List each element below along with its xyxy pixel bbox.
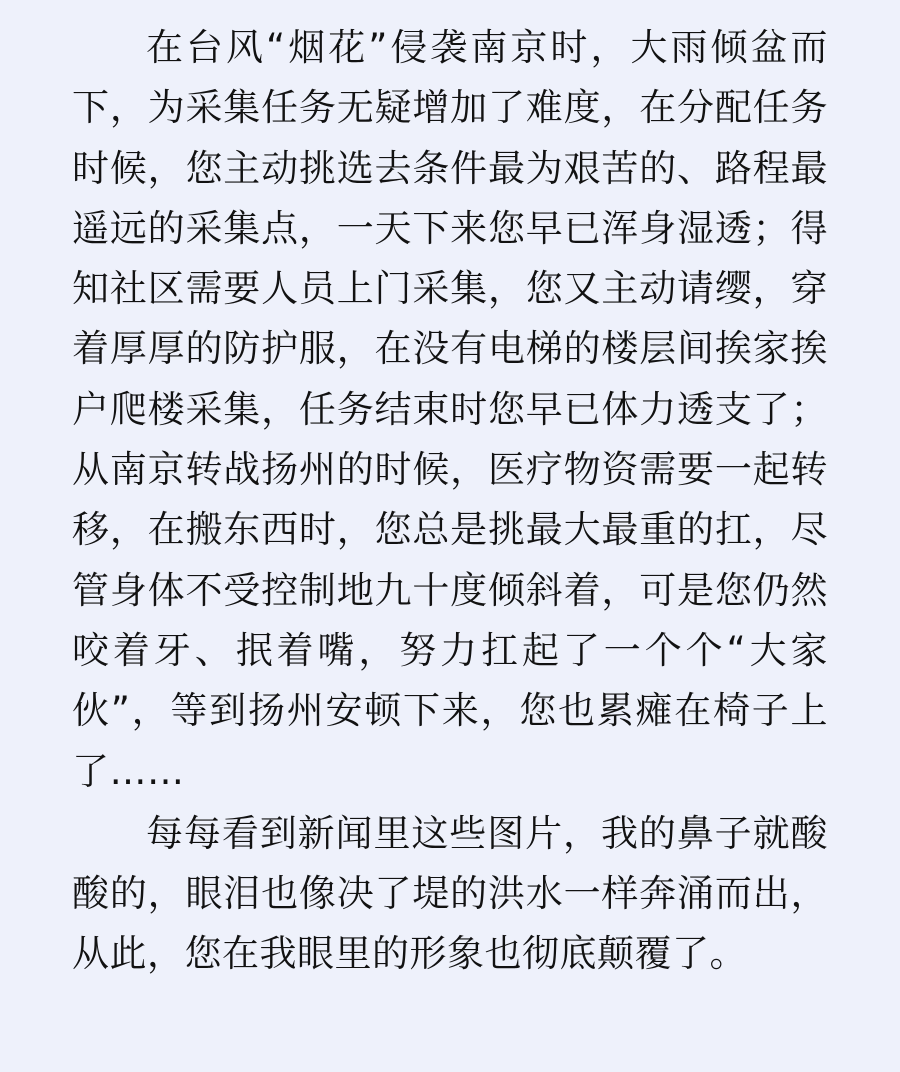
paragraph-1: 在台风“烟花”侵袭南京时，大雨倾盆而下，为采集任务无疑增加了难度，在分配任务时候，您主动挑选去条件最为艰苦的、路程最遥远的采集点，一天下来您早已浑身湿透；得知社区需要人员上门采集，您又主动请缨，穿着厚厚的防护服，在没有电梯的楼层间挨家挨户爬楼采集，任务结束时您早已体力透支了；从南京转战扬州的时候，医疗物资需要一起转移，在搬东西时，您总是挑最大最重的扛，尽管身体不受控制地九十度倾斜着，可是您仍然咬着牙、抿着嘴，努力扛起了一个个“大家伙”，等到扬州安顿下来，您也累瘫在椅子上了…… [72,26,828,793]
paragraph-2: 每每看到新闻里这些图片，我的鼻子就酸酸的，眼泪也像决了堤的洪水一样奔涌而出，从此，您在我眼里的形象也彻底颠覆了。 [72,811,828,976]
article-body [72,18,828,985]
